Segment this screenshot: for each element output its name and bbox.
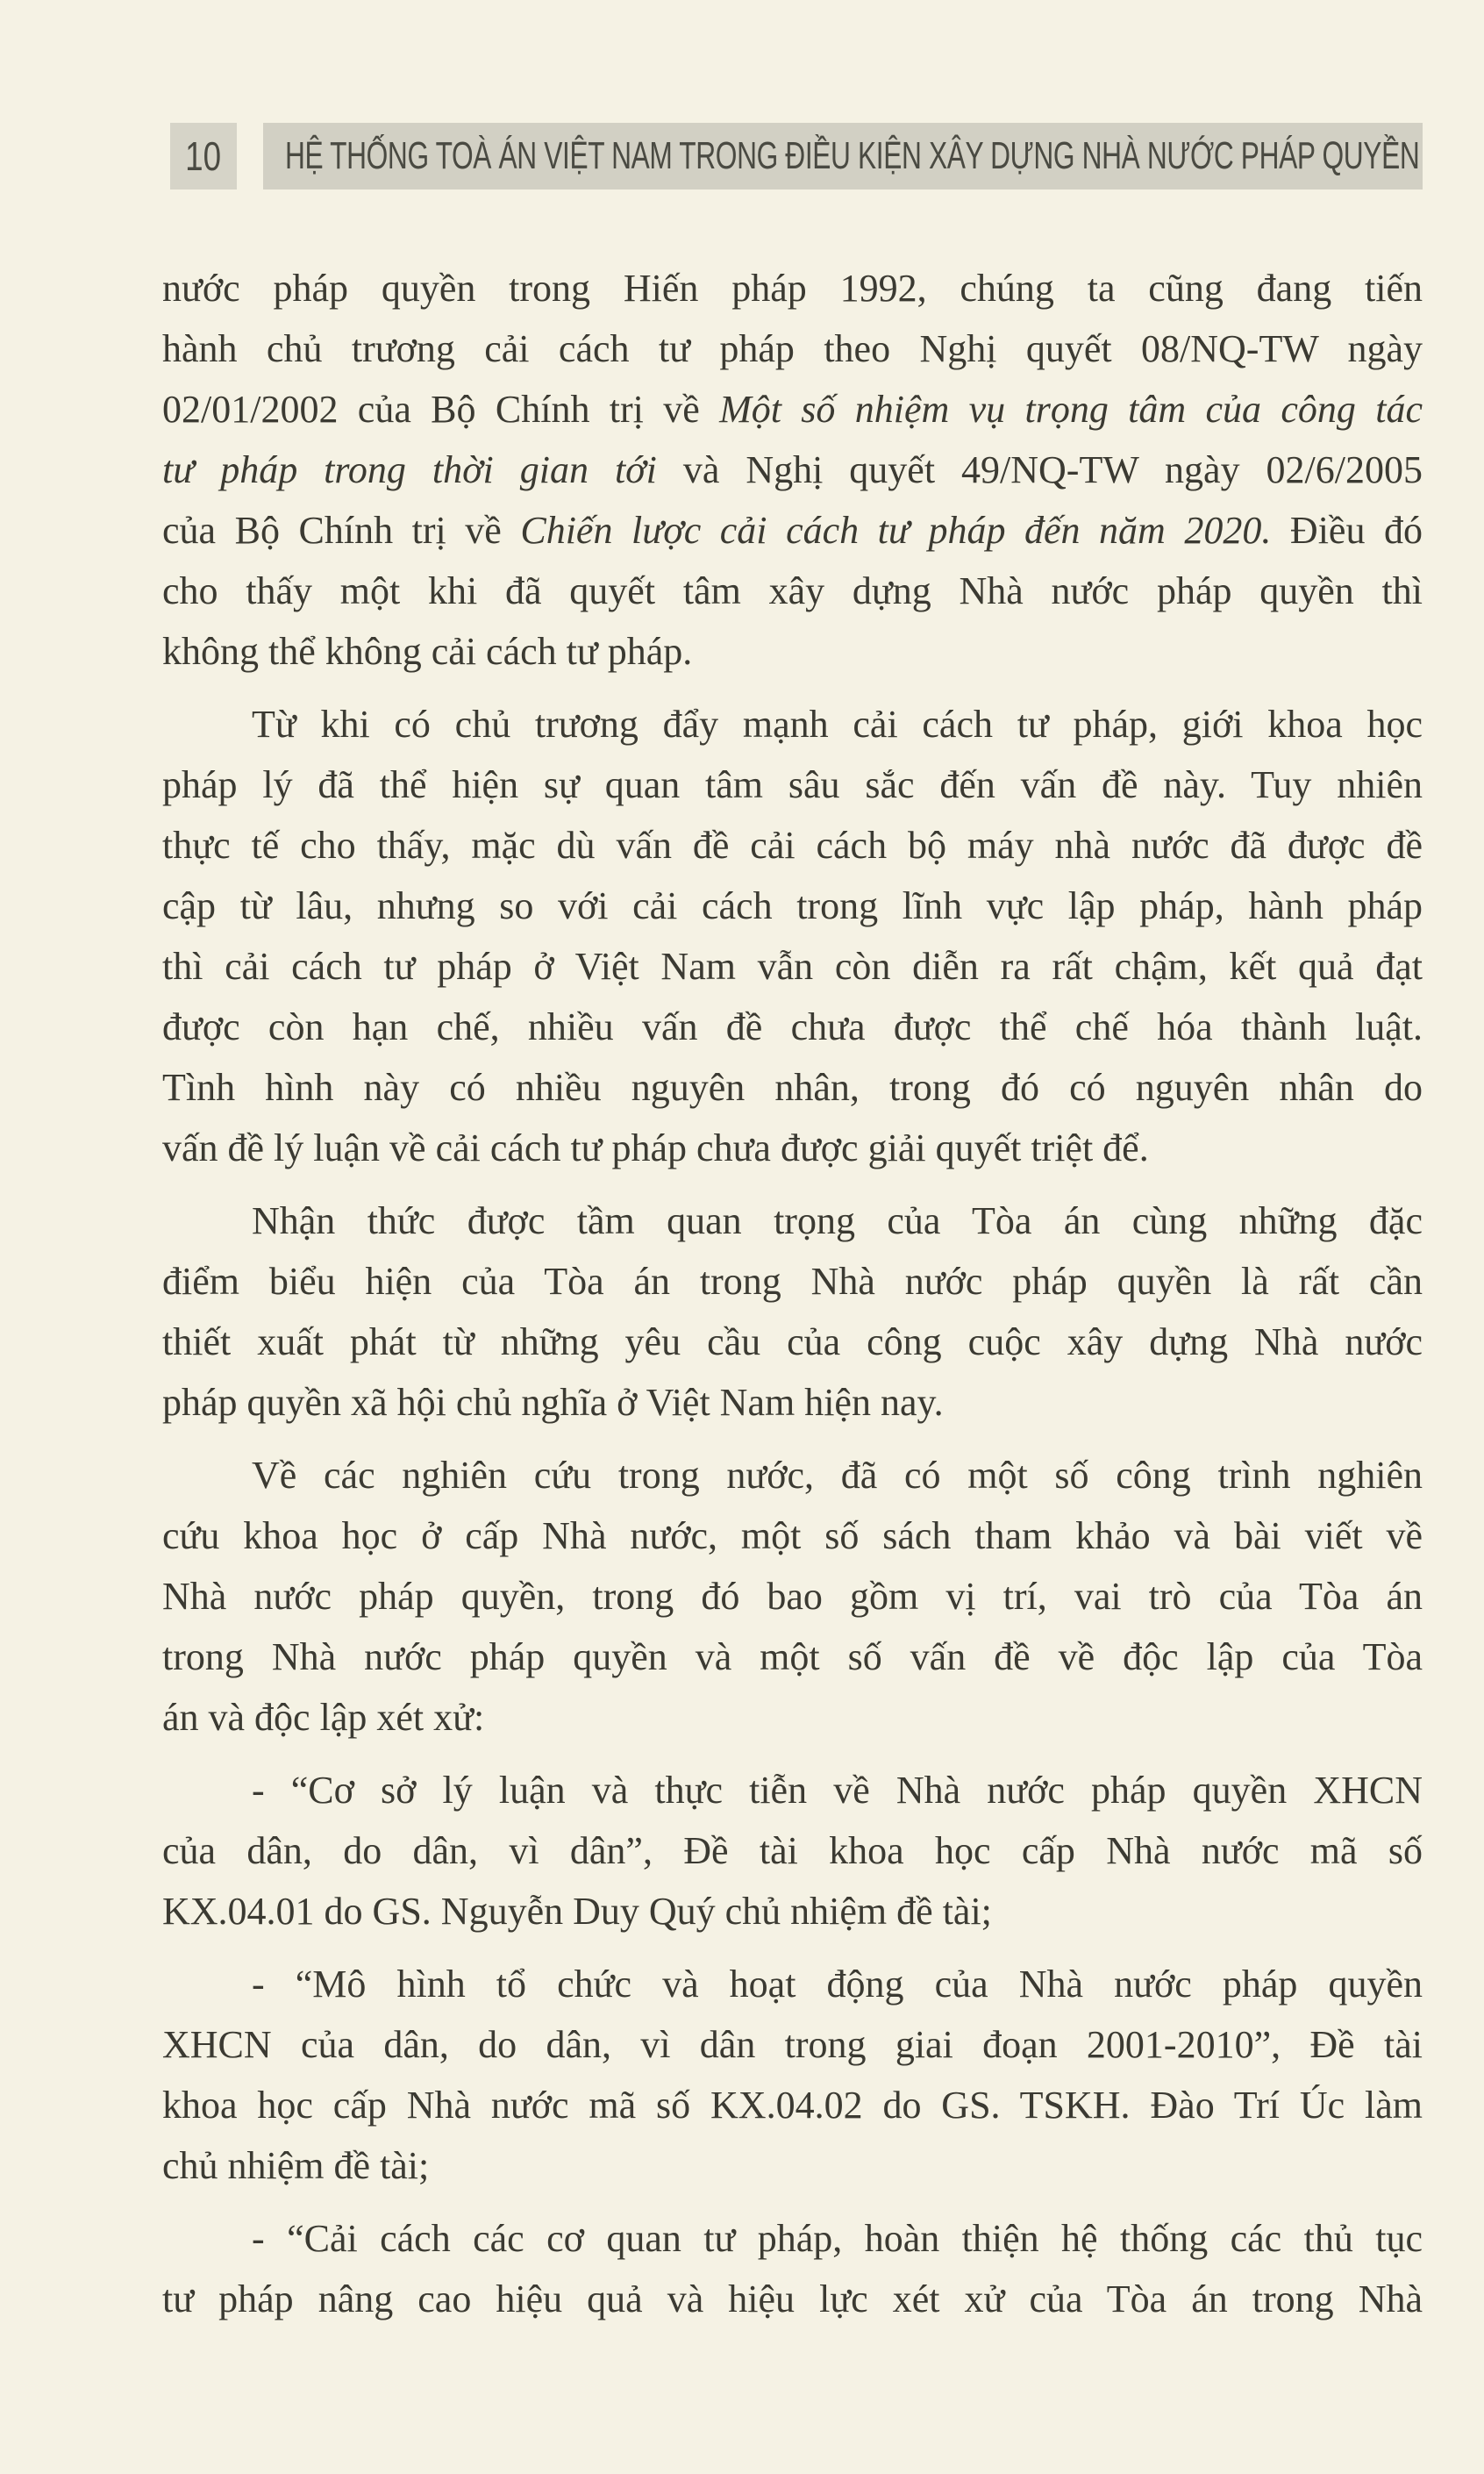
text-line: [162, 440, 1423, 500]
text-line: [162, 1505, 1423, 1566]
text-line: [162, 1881, 1423, 1941]
text-segment: thực tế cho thấy, mặc dù vấn đề cải cách bộ máy nhà nước đã được đề: [162, 824, 1423, 867]
text-segment: thiết xuất phát từ những yêu cầu của công cuộc xây dựng Nhà nước: [162, 1320, 1423, 1363]
text-line: [162, 876, 1423, 936]
text-line: [162, 1687, 1423, 1748]
text-line: [162, 2208, 1423, 2269]
text-segment: Tình hình này có nhiều nguyên nhân, trong đó có nguyên nhân do: [162, 1066, 1423, 1109]
text-segment: Điều đó: [1271, 509, 1423, 552]
text-line: [162, 379, 1423, 440]
text-line: [162, 1312, 1423, 1372]
running-title: HỆ THỐNG TOÀ ÁN VIỆT NAM TRONG ĐIỀU KIỆN XÂY DỰNG NHÀ NƯỚC PHÁP QUYỀN: [284, 134, 1419, 177]
text-segment: được còn hạn chế, nhiều vấn đề chưa được thể chế hóa thành luật.: [162, 1005, 1423, 1048]
paragraph: [162, 1191, 1423, 1433]
text-segment: - “Cơ sở lý luận và thực tiễn về Nhà nước pháp quyền XHCN: [252, 1769, 1423, 1812]
text-segment: vấn đề lý luận về cải cách tư pháp chưa được giải quyết triệt để.: [162, 1126, 1149, 1169]
text-line: [162, 2014, 1423, 2075]
text-segment: thì cải cách tư pháp ở Việt Nam vẫn còn diễn ra rất chậm, kết quả đạt: [162, 945, 1423, 988]
text-segment: KX.04.01 do GS. Nguyễn Duy Quý chủ nhiệm đề tài;: [162, 1890, 992, 1933]
text-segment: của Bộ Chính trị về: [162, 509, 521, 552]
page-number: 10: [170, 123, 237, 189]
text-line: [162, 815, 1423, 876]
text-line: [162, 1251, 1423, 1312]
text-segment: điểm biểu hiện của Tòa án trong Nhà nước pháp quyền là rất cần: [162, 1260, 1423, 1303]
text-segment: cho thấy một khi đã quyết tâm xây dựng Nhà nước pháp quyền thì: [162, 569, 1423, 612]
text-line: [162, 258, 1423, 318]
text-segment: Nhà nước pháp quyền, trong đó bao gồm vị trí, vai trò của Tòa án: [162, 1575, 1423, 1618]
text-line: [162, 694, 1423, 754]
text-segment: của dân, do dân, vì dân”, Đề tài khoa học cấp Nhà nước mã số: [162, 1829, 1423, 1872]
text-segment: - “Mô hình tổ chức và hoạt động của Nhà nước pháp quyền: [252, 1963, 1423, 2006]
paragraph: [162, 1760, 1423, 1941]
text-line: [162, 561, 1423, 621]
text-segment: án và độc lập xét xử:: [162, 1696, 485, 1739]
text-segment: 02/01/2002 của Bộ Chính trị về: [162, 388, 720, 431]
paragraph: [162, 258, 1423, 682]
page-body: [162, 258, 1423, 2342]
text-line: [162, 1372, 1423, 1433]
paragraph: [162, 2208, 1423, 2329]
text-segment: pháp lý đã thể hiện sự quan tâm sâu sắc đến vấn đề này. Tuy nhiên: [162, 763, 1423, 806]
text-segment: Nhận thức được tầm quan trọng của Tòa án cùng những đặc: [252, 1199, 1423, 1242]
running-header: [263, 123, 1423, 189]
text-line: [162, 936, 1423, 997]
paragraph: [162, 1954, 1423, 2196]
text-segment: Từ khi có chủ trương đẩy mạnh cải cách tư pháp, giới khoa học: [252, 703, 1423, 746]
text-segment: Về các nghiên cứu trong nước, đã có một số công trình nghiên: [252, 1454, 1423, 1497]
text-line: [162, 1191, 1423, 1251]
text-line: [162, 1057, 1423, 1118]
text-line: [162, 997, 1423, 1057]
text-line: [162, 754, 1423, 815]
text-segment: tư pháp nâng cao hiệu quả và hiệu lực xét xử của Tòa án trong Nhà: [162, 2277, 1423, 2320]
text-line: [162, 1118, 1423, 1178]
text-segment: pháp quyền xã hội chủ nghĩa ở Việt Nam hiện nay.: [162, 1381, 944, 1424]
text-line: [162, 2135, 1423, 2196]
text-line: [162, 500, 1423, 561]
text-segment: cứu khoa học ở cấp Nhà nước, một số sách tham khảo và bài viết về: [162, 1514, 1423, 1557]
text-line: [162, 1954, 1423, 2014]
text-line: [162, 318, 1423, 379]
text-line: [162, 1445, 1423, 1505]
text-segment: khoa học cấp Nhà nước mã số KX.04.02 do GS. TSKH. Đào Trí Úc làm: [162, 2084, 1423, 2127]
text-segment: trong Nhà nước pháp quyền và một số vấn đề về độc lập của Tòa: [162, 1635, 1423, 1678]
text-line: [162, 621, 1423, 682]
text-line: [162, 2075, 1423, 2135]
text-segment: cập từ lâu, nhưng so với cải cách trong lĩnh vực lập pháp, hành pháp: [162, 884, 1423, 927]
italic-text: tư pháp trong thời gian tới: [162, 448, 657, 491]
text-segment: hành chủ trương cải cách tư pháp theo Nghị quyết 08/NQ-TW ngày: [162, 327, 1423, 370]
text-line: [162, 1820, 1423, 1881]
italic-text: Một số nhiệm vụ trọng tâm của công tác: [719, 388, 1423, 431]
text-line: [162, 2269, 1423, 2329]
italic-text: Chiến lược cải cách tư pháp đến năm 2020.: [520, 509, 1272, 552]
text-segment: XHCN của dân, do dân, vì dân trong giai đoạn 2001-2010”, Đề tài: [162, 2023, 1423, 2066]
text-segment: nước pháp quyền trong Hiến pháp 1992, chúng ta cũng đang tiến: [162, 267, 1423, 310]
text-segment: không thể không cải cách tư pháp.: [162, 630, 693, 673]
paragraph: [162, 694, 1423, 1178]
text-segment: - “Cải cách các cơ quan tư pháp, hoàn thiện hệ thống các thủ tục: [252, 2217, 1423, 2260]
text-segment: chủ nhiệm đề tài;: [162, 2144, 430, 2187]
text-line: [162, 1627, 1423, 1687]
text-segment: và Nghị quyết 49/NQ-TW ngày 02/6/2005: [656, 448, 1423, 491]
text-line: [162, 1566, 1423, 1627]
text-line: [162, 1760, 1423, 1820]
paragraph: [162, 1445, 1423, 1748]
